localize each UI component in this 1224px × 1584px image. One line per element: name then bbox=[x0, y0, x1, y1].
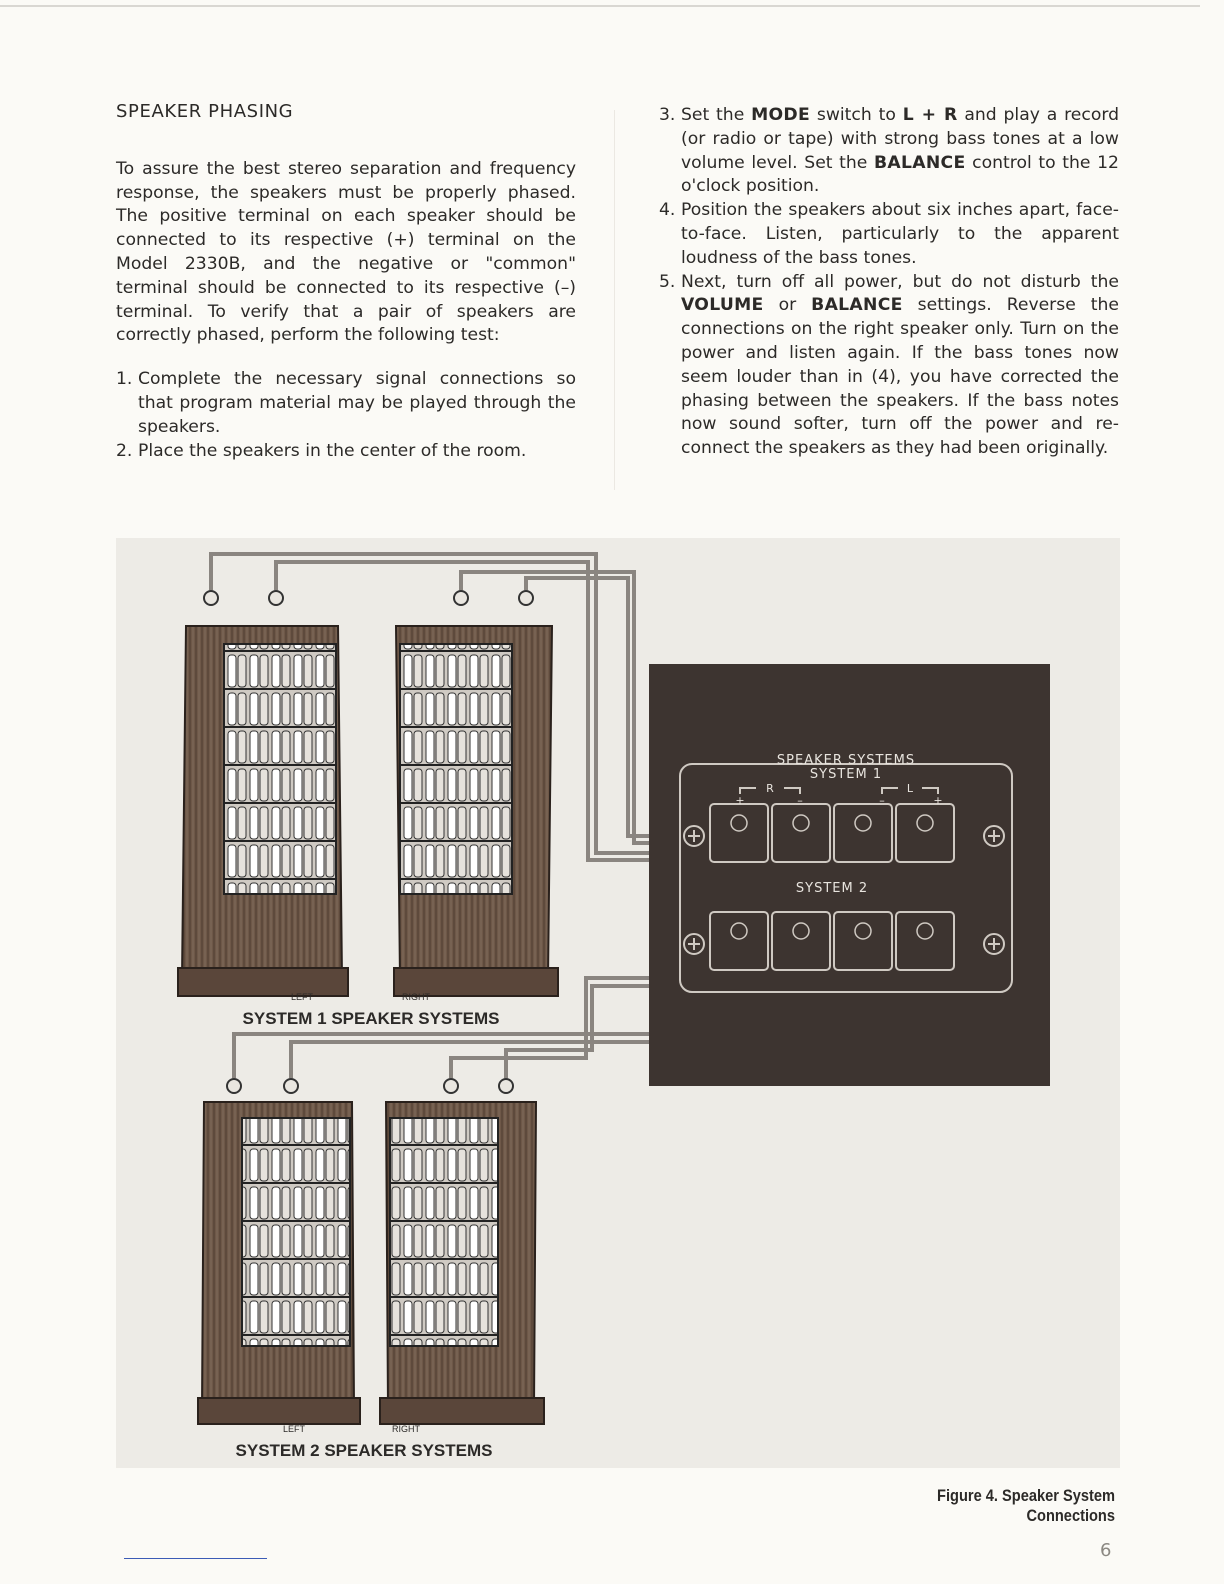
steps-list-right bbox=[659, 104, 1119, 461]
panel-minus-l: – bbox=[879, 794, 885, 807]
step-text: settings. Reverse the connections on the right speaker only. Turn on the power and listen again. If the bass tones now seem louder than in (4), you have corrected the phasing between the speakers. If the bass notes now sound softer, turn off the power and re-connect the speakers as they had been originally. bbox=[681, 295, 1119, 459]
intro-paragraph: To assure the best stereo separation and frequency response, the speakers must be properly phased. The positive terminal on each speaker should be connected to its respective (+) terminal on the Model 2330B, and the negative or "common" terminal should be connected to its respective (–) terminal. To verify that a pair of speakers are correctly phased, perform the following test: bbox=[116, 158, 576, 346]
step-4 bbox=[659, 199, 1119, 270]
step-2 bbox=[116, 440, 576, 464]
panel-minus-r: – bbox=[797, 794, 803, 807]
system2-right-label: RIGHT bbox=[392, 1424, 420, 1434]
right-column bbox=[659, 104, 1119, 461]
section-heading: SPEAKER PHASING bbox=[116, 101, 294, 122]
system2-right-speaker bbox=[380, 1102, 544, 1424]
steps-list-left bbox=[116, 368, 576, 463]
step-3 bbox=[659, 104, 1119, 199]
figure-drawing bbox=[116, 538, 1120, 1468]
left-column bbox=[116, 100, 576, 463]
step-1 bbox=[116, 368, 576, 439]
panel-plus-r: + bbox=[735, 794, 745, 807]
system1-right-label: RIGHT bbox=[402, 992, 430, 1002]
step-text: Place the speakers in the center of the room. bbox=[138, 440, 527, 461]
system1-caption: SYSTEM 1 SPEAKER SYSTEMS bbox=[242, 1009, 500, 1028]
panel-l: L bbox=[906, 782, 914, 795]
system2-left-speaker bbox=[198, 1102, 360, 1424]
step-number: 1. bbox=[116, 369, 133, 390]
footer-rule bbox=[124, 1558, 267, 1559]
step-text: switch to bbox=[810, 105, 903, 125]
figure-caption: Figure 4. Speaker System Connections bbox=[937, 1486, 1115, 1525]
panel-r: R bbox=[766, 782, 774, 795]
step-text: Set the bbox=[681, 105, 752, 125]
step-5 bbox=[659, 271, 1119, 461]
step-text: Position the speakers about six inches apart, face-to-face. Listen, particularly to the apparent loudness of the bass tones. bbox=[681, 200, 1119, 268]
step-number: 4. bbox=[659, 200, 676, 221]
system2-left-label: LEFT bbox=[282, 1424, 306, 1434]
step-number: 5. bbox=[659, 271, 676, 292]
step-number: 3. bbox=[659, 105, 676, 125]
page-number: 6 bbox=[1100, 1540, 1112, 1561]
speaker-connection-figure bbox=[116, 538, 1120, 1468]
step-text: Complete the necessary signal connections so that program material may be played through the speakers. bbox=[138, 369, 576, 437]
step-text: Next, turn off all power, but do not disturb the bbox=[681, 271, 1119, 292]
step-text: or bbox=[763, 295, 812, 316]
amplifier-rear-panel bbox=[649, 664, 1050, 1086]
step-text: and play a record (or radio or tape) with strong bass tones at a low volume level. Set the bbox=[681, 105, 1120, 173]
mode-term: MODE bbox=[751, 105, 811, 125]
system1-left-label: LEFT bbox=[290, 992, 314, 1002]
panel-plus-l: + bbox=[933, 794, 943, 807]
panel-system1: SYSTEM 1 bbox=[809, 767, 883, 782]
balance-term: BALANCE bbox=[811, 295, 903, 316]
volume-term: VOLUME bbox=[681, 295, 764, 316]
panel-system2: SYSTEM 2 bbox=[795, 881, 869, 896]
lr-term: L + R bbox=[902, 105, 958, 125]
balance-term: BALANCE bbox=[874, 152, 966, 173]
panel-title: SPEAKER SYSTEMS bbox=[776, 753, 916, 768]
step-text: control to the 12 o'clock position. bbox=[681, 152, 1119, 197]
system1-left-speaker bbox=[178, 626, 348, 996]
system1-right-speaker bbox=[394, 626, 558, 996]
system2-caption: SYSTEM 2 SPEAKER SYSTEMS bbox=[235, 1441, 493, 1460]
column-divider bbox=[614, 110, 615, 490]
step-number: 2. bbox=[116, 440, 133, 461]
top-rule bbox=[0, 5, 1200, 7]
